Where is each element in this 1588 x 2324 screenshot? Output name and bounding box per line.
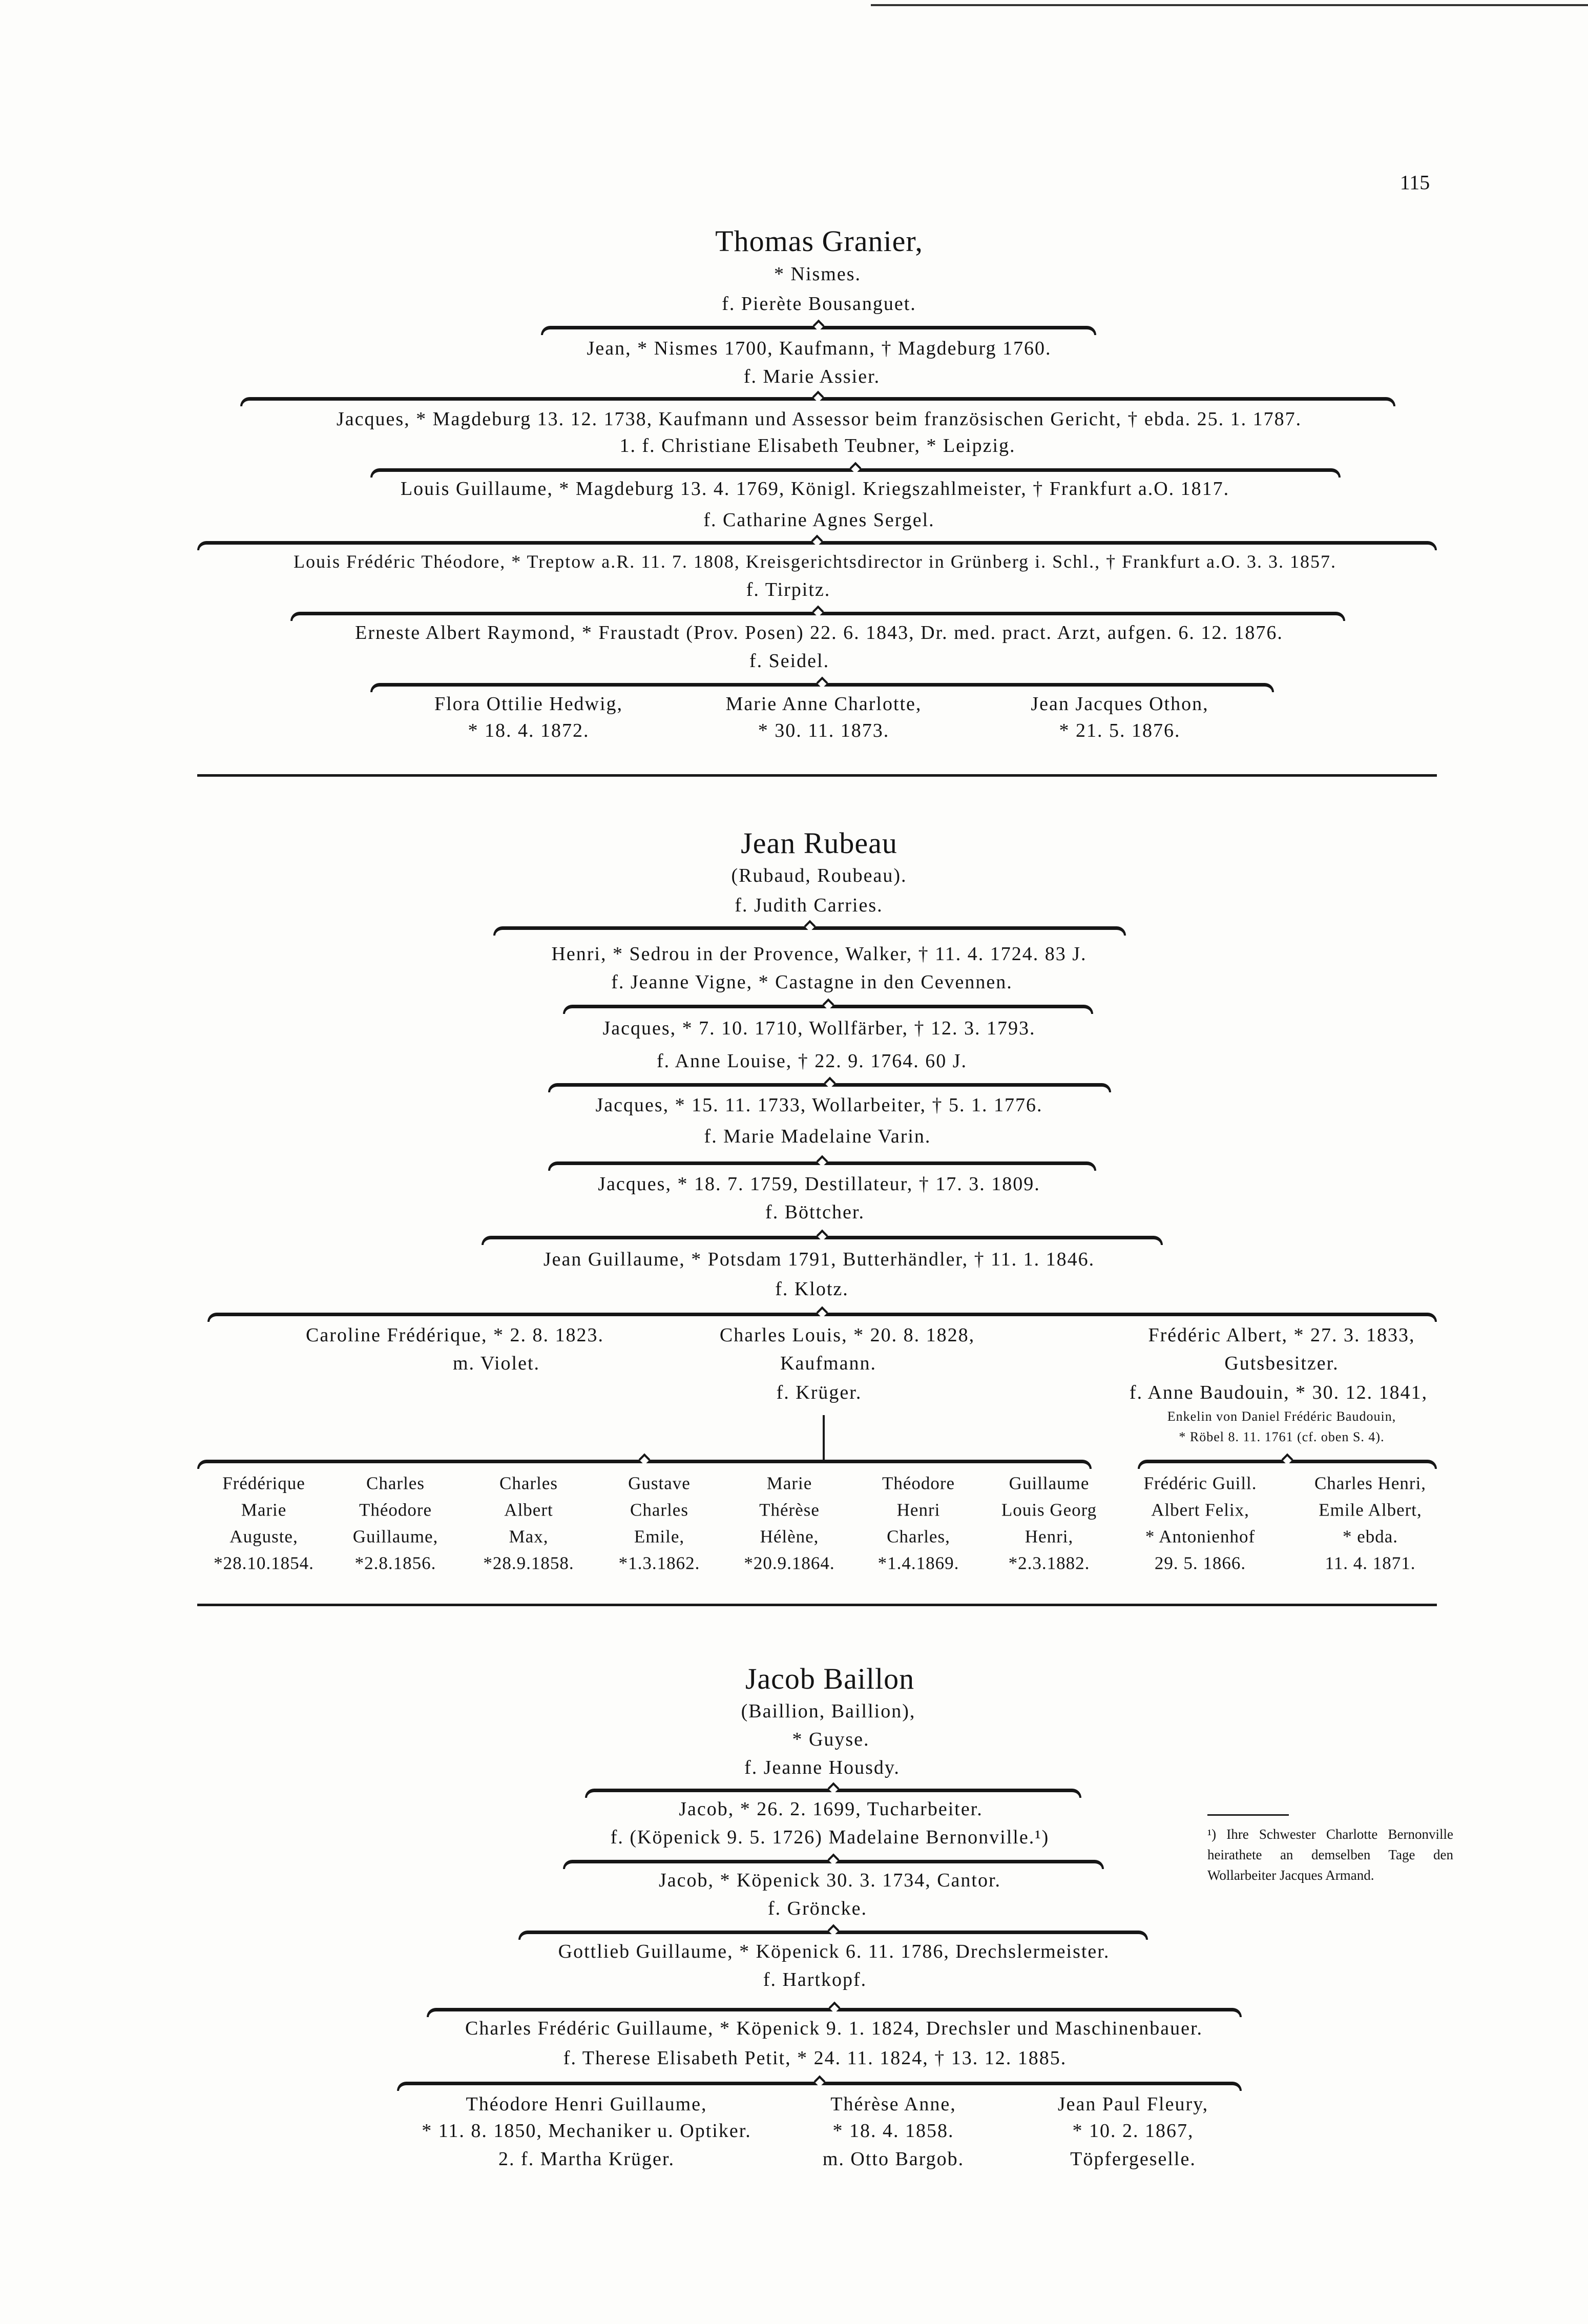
descent-brace <box>370 683 1274 692</box>
grandchild-name: Max, <box>509 1526 549 1547</box>
spouse: f. Catharine Agnes Sergel. <box>703 509 935 531</box>
child-birth: * 21. 5. 1876. <box>1059 720 1181 741</box>
person-entry: Jacques, * Magdeburg 13. 12. 1738, Kaufmann und Assessor beim französischen Gericht, † ebda. 25. 1. 1787. <box>336 408 1302 430</box>
spouse: f. Gröncke. <box>768 1898 867 1919</box>
descent-brace <box>370 468 1341 478</box>
person-entry: Erneste Albert Raymond, * Fraustadt (Prov. Posen) 22. 6. 1843, Dr. med. pract. Arzt, aufgen. 6. 12. 1876. <box>355 622 1283 644</box>
spouse: f. Anne Baudouin, * 30. 12. 1841, <box>1129 1382 1428 1403</box>
grandchild-name: Charles, <box>887 1526 950 1547</box>
grandchild-name: Charles <box>366 1473 425 1493</box>
spouse: f. Böttcher. <box>765 1201 865 1223</box>
family-title: Thomas Granier, <box>715 224 923 258</box>
child-entry: Charles Louis, * 20. 8. 1828, <box>719 1324 975 1346</box>
grandchild-name: Hélène, <box>760 1526 819 1547</box>
name-variants: (Baillion, Baillion), <box>741 1700 916 1722</box>
person-entry: Jean Guillaume, * Potsdam 1791, Butterhändler, † 11. 1. 1846. <box>543 1249 1095 1270</box>
spouse: f. Jeanne Housdy. <box>744 1757 900 1778</box>
child-spouse: 2. f. Martha Krüger. <box>498 2148 675 2170</box>
grandchild-name: Albert <box>504 1500 553 1520</box>
grandchild-name: Emile, <box>634 1526 685 1547</box>
grandchild-name: Marie <box>766 1473 812 1493</box>
footnote: ¹) Ihre Schwester Charlotte Bernonville heirathete an demselben Tage den Wollarbeiter Jacques Armand. <box>1207 1827 1453 1883</box>
person-entry: Jacques, * 18. 7. 1759, Destillateur, † 17. 3. 1809. <box>598 1173 1040 1195</box>
spouse-note: Enkelin von Daniel Frédéric Baudouin, <box>1167 1409 1396 1424</box>
child-marriage: m. Violet. <box>452 1353 540 1374</box>
child-spouse: m. Otto Bargob. <box>822 2148 965 2170</box>
grandchild-name: Frédérique <box>222 1473 305 1493</box>
child-name: Marie Anne Charlotte, <box>725 693 922 715</box>
child-occupation: Töpfergeselle. <box>1070 2148 1196 2170</box>
child-birth: * 11. 8. 1850, Mechaniker u. Optiker. <box>422 2120 751 2142</box>
person-entry: Charles Frédéric Guillaume, * Köpenick 9. 1. 1824, Drechsler und Maschinenbauer. <box>465 2018 1203 2039</box>
child-name: Thérèse Anne, <box>830 2093 956 2115</box>
grandchild-name: Théodore <box>882 1473 955 1493</box>
grandchild-name: * Antonienhof <box>1145 1526 1256 1547</box>
person-entry: Louis Guillaume, * Magdeburg 13. 4. 1769, Königl. Kriegszahlmeister, † Frankfurt a.O. 1817. <box>400 478 1230 500</box>
child-name: Jean Jacques Othon, <box>1031 693 1209 715</box>
child-birth: * 18. 4. 1858. <box>832 2120 954 2142</box>
grandchild-name: Albert Felix, <box>1151 1500 1249 1520</box>
grandchild-name: Charles <box>630 1500 688 1520</box>
child-name: Flora Ottilie Hedwig, <box>434 693 623 715</box>
grandchild-name: Louis Georg <box>1001 1500 1097 1520</box>
grandchild-name: Henri <box>896 1500 941 1520</box>
grandchild-birth: 29. 5. 1866. <box>1154 1553 1246 1573</box>
grandchild-name: Auguste, <box>229 1526 298 1547</box>
birth-place: * Guyse. <box>792 1729 870 1750</box>
spouse: f. Hartkopf. <box>763 1969 867 1990</box>
descent-brace <box>240 397 1395 406</box>
descent-brace <box>518 1931 1148 1940</box>
grandchild-name: Marie <box>241 1500 287 1520</box>
grandchild-name: Emile Albert, <box>1319 1500 1422 1520</box>
descent-brace <box>585 1789 1081 1798</box>
descent-brace <box>207 1313 1437 1322</box>
grandchild-birth: *2.3.1882. <box>1008 1553 1090 1573</box>
grandchild-birth: *1.3.1862. <box>618 1553 700 1573</box>
descent-brace <box>197 541 1437 550</box>
spouse: f. Krüger. <box>776 1382 862 1403</box>
page-number: 115 <box>1399 171 1430 194</box>
person-entry: Jacques, * 7. 10. 1710, Wollfärber, † 12. 3. 1793. <box>602 1018 1036 1039</box>
spouse: 1. f. Christiane Elisabeth Teubner, * Leipzig. <box>619 435 1016 457</box>
footnote-rule <box>1207 1814 1289 1816</box>
grandchild-name: * ebda. <box>1342 1526 1398 1547</box>
child-occupation: Gutsbesitzer. <box>1224 1353 1339 1374</box>
descent-brace <box>548 1161 1096 1171</box>
grandchild-birth: *2.8.1856. <box>354 1553 436 1573</box>
descent-brace <box>541 326 1096 335</box>
grandchild-birth: *1.4.1869. <box>877 1553 959 1573</box>
scan-edge-line <box>871 4 1588 6</box>
grandchild-name: Charles <box>499 1473 558 1493</box>
spouse: f. (Köpenick 9. 5. 1726) Madelaine Bernonville.¹) <box>610 1827 1050 1848</box>
spouse: f. Marie Madelaine Varin. <box>704 1126 931 1147</box>
family-title: Jean Rubeau <box>741 826 897 860</box>
grandchild-birth: 11. 4. 1871. <box>1325 1553 1416 1573</box>
grandchild-name: Charles Henri, <box>1314 1473 1427 1493</box>
descent-brace <box>548 1083 1111 1092</box>
section-divider <box>197 774 1437 777</box>
person-entry: Louis Frédéric Théodore, * Treptow a.R. 11. 7. 1808, Kreisgerichtsdirector in Grünberg i. Schl., † Frankfurt a.O. 3. 3. 1857. <box>293 551 1337 572</box>
grandchild-name: Théodore <box>359 1500 432 1520</box>
spouse: f. Seidel. <box>749 650 830 672</box>
child-name: Jean Paul Fleury, <box>1057 2093 1209 2115</box>
person-entry: Gottlieb Guillaume, * Köpenick 6. 11. 1786, Drechslermeister. <box>558 1941 1110 1962</box>
grandchild-birth: *28.9.1858. <box>483 1553 574 1573</box>
descent-brace <box>563 1005 1093 1014</box>
grandchild-birth: *20.9.1864. <box>744 1553 835 1573</box>
descent-brace <box>1138 1460 1437 1469</box>
grandchild-name: Guillaume <box>1009 1473 1090 1493</box>
spouse: f. Anne Louise, † 22. 9. 1764. 60 J. <box>656 1050 968 1072</box>
descent-brace <box>197 1460 1092 1469</box>
child-birth: * 10. 2. 1867, <box>1072 2120 1194 2142</box>
person-entry: Jacob, * 26. 2. 1699, Tucharbeiter. <box>679 1798 983 1820</box>
child-birth: * 30. 11. 1873. <box>758 720 890 741</box>
grandchild-name: Frédéric Guill. <box>1143 1473 1257 1493</box>
spouse: f. Judith Carries. <box>735 895 883 916</box>
spouse: f. Klotz. <box>775 1278 849 1300</box>
birth-place: * Nismes. <box>774 263 861 285</box>
child-birth: * 18. 4. 1872. <box>468 720 590 741</box>
spouse-note: * Röbel 8. 11. 1761 (cf. oben S. 4). <box>1179 1429 1385 1444</box>
spouse: f. Tirpitz. <box>746 579 831 600</box>
descent-brace <box>397 2082 1242 2091</box>
descent-brace <box>427 2008 1242 2017</box>
descent-brace <box>563 1860 1104 1869</box>
grandchild-birth: *28.10.1854. <box>214 1553 314 1573</box>
child-occupation: Kaufmann. <box>780 1353 876 1374</box>
grandchild-name: Guillaume, <box>352 1526 438 1547</box>
child-entry: Frédéric Albert, * 27. 3. 1833, <box>1148 1324 1415 1346</box>
person-entry: Jean, * Nismes 1700, Kaufmann, † Magdeburg 1760. <box>587 338 1052 359</box>
spouse: f. Therese Elisabeth Petit, * 24. 11. 1824, † 13. 12. 1885. <box>563 2047 1067 2069</box>
child-entry: Caroline Frédérique, * 2. 8. 1823. <box>306 1324 604 1346</box>
person-entry: Jacob, * Köpenick 30. 3. 1734, Cantor. <box>658 1870 1001 1891</box>
grandchild-name: Henri, <box>1025 1526 1074 1547</box>
spouse: f. Jeanne Vigne, * Castagne in den Cevennen. <box>611 971 1013 993</box>
spouse: f. Pierète Bousanguet. <box>722 293 916 315</box>
descent-line <box>823 1415 825 1460</box>
spouse: f. Marie Assier. <box>743 366 881 387</box>
grandchild-name: Thérèse <box>759 1500 820 1520</box>
name-variants: (Rubaud, Roubeau). <box>731 865 907 886</box>
descent-brace <box>290 612 1345 621</box>
section-divider <box>197 1604 1437 1606</box>
person-entry: Jacques, * 15. 11. 1733, Wollarbeiter, † 5. 1. 1776. <box>595 1094 1043 1116</box>
child-name: Théodore Henri Guillaume, <box>466 2093 707 2115</box>
grandchild-name: Gustave <box>628 1473 691 1493</box>
family-title: Jacob Baillon <box>745 1662 915 1695</box>
person-entry: Henri, * Sedrou in der Provence, Walker, † 11. 4. 1724. 83 J. <box>551 943 1087 965</box>
descent-brace <box>493 926 1126 936</box>
descent-brace <box>482 1236 1163 1245</box>
